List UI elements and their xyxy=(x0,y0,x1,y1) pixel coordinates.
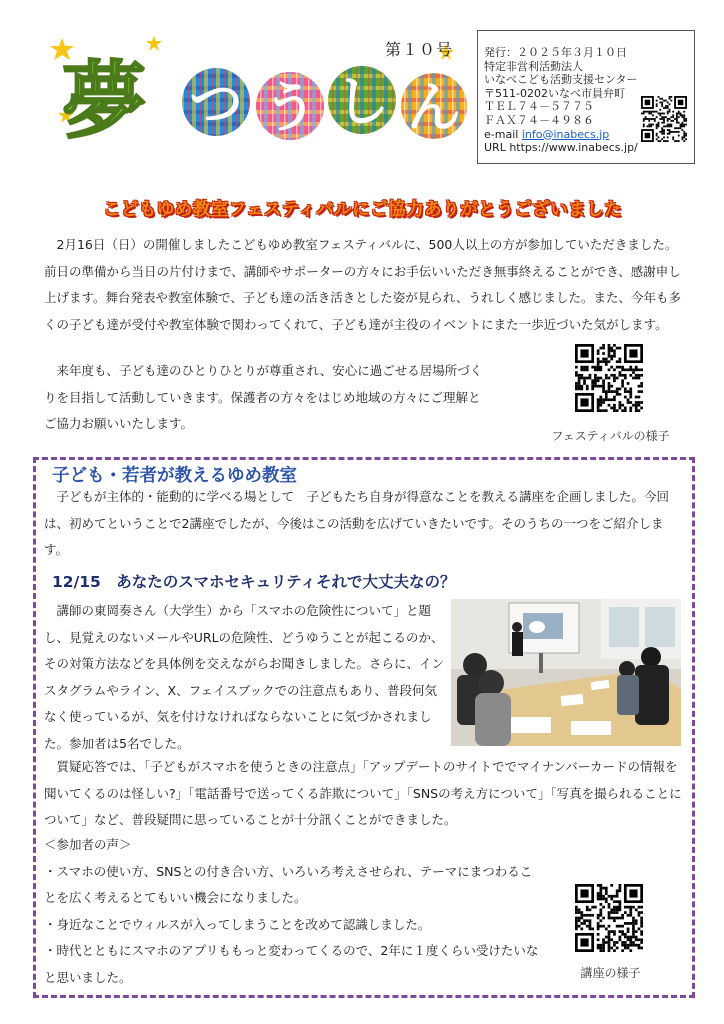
star-icon xyxy=(146,36,162,51)
org-name: いなべこども活動支援センター xyxy=(484,73,638,87)
logo-char: し xyxy=(335,70,389,133)
participant-voices xyxy=(44,832,544,992)
email-link[interactable]: info@inabecs.jp xyxy=(521,127,610,141)
logo-char: う xyxy=(263,76,317,139)
fax: ＦＡＸ７４－４９８６ xyxy=(484,113,594,127)
festival-paragraph: 来年度も、子ども達のひとりひとりが尊重され、安心に過ごせる居場所づくりを目指して活動していきます。保護者の方々をはじめ地域の方々にご理解とご協力お願いいたします。 xyxy=(44,363,483,432)
voice-item: ・スマホの使い方、SNSとの付き合い方、いろいろ考えさせられ、テーマにまつわることを広く考えるとてもいい機会になりました。 xyxy=(44,863,533,906)
logo-char: つ xyxy=(189,72,243,135)
address: 〒511-0202いなべ市員弁町 xyxy=(484,86,625,100)
website-url[interactable]: URL https://www.inabecs.jp/ xyxy=(484,141,638,155)
logo-char: 夢 xyxy=(61,52,147,146)
tel: ＴＥＬ７４－５７７５ xyxy=(484,100,594,114)
qr-code-icon[interactable] xyxy=(575,884,643,952)
section-intro: 子どもが主体的・能動的に学べる場として 子どもたち自身が得意なことを教える講座を企画しました。今回は、初めてということで2講座でしたが、今後はこの活動を広げていきたいです。そのうちの一つをご紹介します。 xyxy=(44,489,670,558)
qa-paragraph: 質疑応答では、「子どもがスマホを使うときの注意点」「アップデートのサイトででマイナンバーカードの情報を聞いてくるのは怪しい?」「電話番号で送ってくる詐欺について」「SNSの考え方について」「写真を撮られることについて」など、普段疑問に思っていることが十分訊くことができました。 xyxy=(44,759,682,828)
voices-heading: ＜参加者の声＞ xyxy=(44,837,132,852)
lecture-subheading: 12/15 あなたのスマホセキュリティそれで大丈夫なの？ xyxy=(52,573,456,591)
org-type: 特定非営利活動法人 xyxy=(484,59,583,73)
qr-code-icon[interactable] xyxy=(575,344,643,412)
section-title: 子ども・若者が教えるゆめ教室 xyxy=(52,466,297,486)
publish-date: 発行：２０２５年３月１０日 xyxy=(484,46,627,59)
email-label: e-mail xyxy=(484,127,522,141)
qr-caption: 講座の様子 xyxy=(580,966,641,980)
qr-code-icon[interactable] xyxy=(641,96,687,142)
headline: こどもゆめ教室フェスティバルにご協力ありがとうございました xyxy=(102,200,623,220)
voice-item: ・時代とともにスマホのアプリももっと変わってくるので、2年に１度くらい受けたいなと思いました。 xyxy=(44,943,539,985)
lecture-photo xyxy=(451,599,681,746)
voice-item: ・身近なことでウィルスが入ってしまうことを改めて認識しました。 xyxy=(44,916,431,932)
issue-number: 第１０号 xyxy=(385,40,454,59)
lecture-body: 講師の東岡奏さん（大学生）から「スマホの危険性について」と題し、見覚えのないメールやURLの危険性、どうゆうことが起こるのか、その対策方法などを具体例を交えながらお聞きしました。さらに、インスタグラムやライン、X、フェイスブックでの注意点もあり、普段何気なく使っているが、気を付けなければならないことに気づかされました。参加者は5名でした。 xyxy=(44,603,445,751)
logo-char: ん xyxy=(407,76,461,139)
festival-paragraph: 2月16日（日）の開催しましたこどもゆめ教室フェスティバルに、500人以上の方が参加していただきました。前日の準備から当日の片付けまで、講師やサポーターの方々にお手伝いいただき無事終えることができ、感謝申し上げます。舞台発表や教室体験で、子ども達の活き活きとした姿が見られ、うれしく感じました。また、今年も多くの子ども達が受付や教室体験で関わってくれて、子ども達が主役のイベントにまた一歩近づいた気がします。 xyxy=(44,237,682,332)
qr-caption: フェスティバルの様子 xyxy=(551,429,670,443)
